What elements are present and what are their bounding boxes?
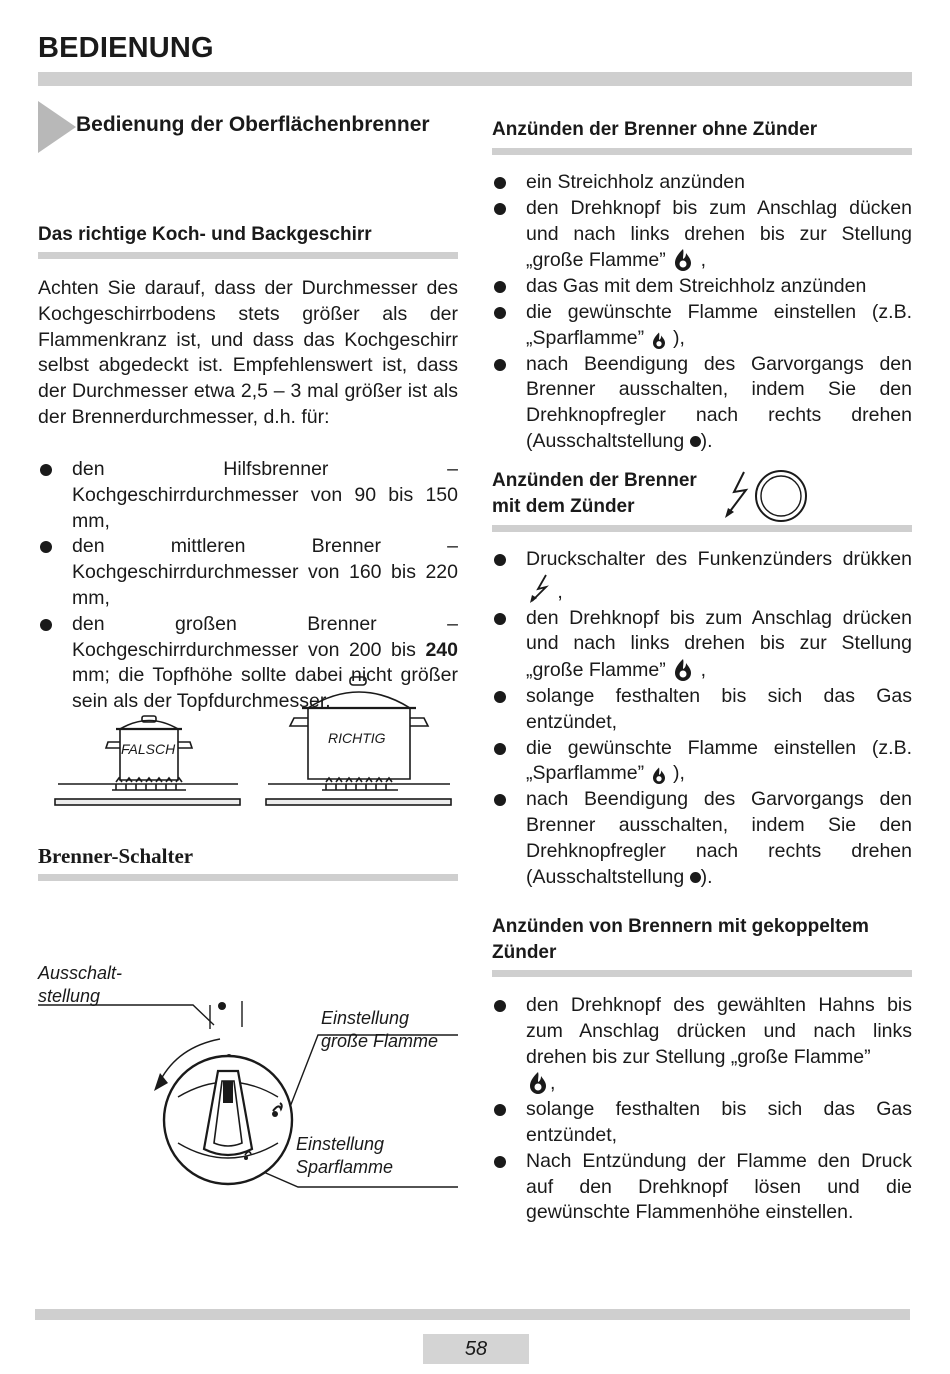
item-text: die gewünschte Flamme einstellen (z.B. „Sparflamme”: [526, 300, 912, 349]
list-item: den mittleren Brenner – Kochgeschirrdurchmesser von 160 bis 220 mm,: [38, 534, 458, 611]
item-punct: ),: [672, 326, 685, 349]
item-text: mm; die Topfhöhe sollte dabei nicht größer sein als der Topfdurchmesser.: [72, 664, 458, 713]
no-igniter-rule: [492, 148, 912, 155]
label-right: RICHTIG: [328, 730, 386, 746]
label-wrong: FALSCH: [121, 741, 176, 757]
list-item: [492, 352, 912, 455]
no-igniter-list: [492, 170, 912, 455]
spark-button-icon: [722, 464, 812, 524]
label-off-2: stellung: [38, 986, 101, 1006]
item-punct: ,: [700, 659, 707, 682]
igniter-heading-1: Anzünden der Brenner: [492, 470, 697, 491]
pot-illustration: [50, 672, 460, 812]
no-igniter-heading: Anzünden der Brenner ohne Zünder: [492, 119, 818, 140]
item-text: nach Beendigung des Garvorgangs den Brenner ausschalten, indem Sie den Drehknopfregler nach rechts drehen (Ausschaltstellung: [526, 788, 912, 888]
cookware-heading: Das richtige Koch- und Backgeschirr: [38, 224, 372, 245]
item-bold-value: 240: [425, 638, 458, 661]
large-flame-icon: [671, 247, 695, 271]
small-flame-icon: [650, 766, 668, 784]
list-item: den Hilfsbrenner – Kochgeschirrdurchmesser von 90 bis 150 mm,: [38, 457, 458, 534]
label-large-1: Einstellung: [321, 1008, 410, 1028]
list-item: ein Streichholz anzünden: [492, 170, 912, 196]
section-arrow-icon: [38, 101, 76, 153]
header-rule: [38, 72, 912, 86]
item-text: nach Beendigung des Garvorgangs den Brenner ausschalten, indem Sie den Drehknopfregler nach rechts drehen (Ausschaltstellung: [526, 352, 912, 452]
item-text: den Drehknopf bis zum Anschlag dücken und nach links drehen bis zur Stellung „große Flamme”: [526, 196, 912, 272]
spark-icon: [526, 573, 552, 603]
list-item: solange festhalten bis sich das Gas entzündet,: [492, 1097, 912, 1149]
large-flame-icon: [671, 657, 695, 681]
igniter-rule: [492, 525, 912, 532]
list-item: [492, 606, 912, 684]
page-number: 58: [423, 1334, 529, 1364]
label-small-2: Sparflamme: [296, 1157, 394, 1177]
off-dot-icon: [690, 872, 701, 883]
switch-heading: Brenner-Schalter: [38, 844, 194, 868]
item-text: Druckschalter des Funkenzünders drükken: [526, 548, 912, 570]
list-item: Nach Entzündung der Flamme den Druck auf den Drehknopf lösen und die gewünschte Flammenhöhe einstellen.: [492, 1149, 912, 1226]
small-flame-icon: [650, 331, 668, 349]
list-item: [492, 196, 912, 274]
item-punct: ,: [557, 580, 563, 603]
off-dot-icon: [218, 1002, 226, 1010]
label-off-1: Ausschalt-: [38, 963, 123, 983]
list-item: [492, 547, 912, 606]
item-text: den großen Brenner – Kochgeschirrdurchmesser von 200 bis: [72, 612, 458, 661]
list-item: [492, 993, 912, 1097]
list-item: [492, 787, 912, 890]
coupled-igniter-list: [492, 993, 912, 1226]
list-item: [492, 300, 912, 352]
item-text: den Drehknopf des gewählten Hahns bis zum Anschlag drücken und nach links drehen bis zur Stellung „große Flamme”: [526, 994, 912, 1068]
igniter-heading-2: mit dem Zünder: [492, 496, 635, 517]
item-text: den Drehknopf bis zum Anschlag drücken und nach links drehen bis zur Stellung „große Flamme”: [526, 606, 912, 682]
large-flame-icon: [526, 1070, 550, 1094]
item-text: die gewünschte Flamme einstellen (z.B. „Sparflamme”: [526, 736, 912, 785]
list-item: solange festhalten bis sich das Gas entzündet,: [492, 684, 912, 736]
igniter-list: [492, 547, 912, 890]
page-title: BEDIENUNG: [38, 32, 214, 64]
coupled-igniter-rule: [492, 970, 912, 977]
item-punct: ).: [700, 429, 713, 452]
footer-rule: [35, 1309, 910, 1320]
cookware-paragraph: Achten Sie darauf, dass der Durchmesser des Kochgeschirrbodens stets größer als der Flammenkranz ist, und dass das Kochgeschirr selbst abgedeckt ist. Empfehlenswert ist, dass der Durchmesser etwa 2,5 – 3 mal größer ist als der Brennerdurchmesser, d.h. für:: [38, 277, 458, 428]
off-dot-icon: [690, 436, 701, 447]
list-item: [492, 736, 912, 788]
coupled-igniter-heading: Anzünden von Brennern mit gekoppeltem Zünder: [492, 916, 869, 963]
label-small-1: Einstellung: [296, 1134, 385, 1154]
item-punct: ),: [672, 762, 685, 785]
item-punct: ,: [700, 249, 707, 272]
cookware-rule: [38, 252, 458, 259]
switch-rule: [38, 874, 458, 881]
label-large-2: große Flamme: [321, 1031, 439, 1051]
burner-knob-diagram: [38, 995, 460, 1195]
item-punct: ,: [550, 1072, 556, 1095]
list-item: das Gas mit dem Streichholz anzünden: [492, 274, 912, 300]
section-title: Bedienung der Oberflächenbrenner: [76, 113, 430, 136]
item-punct: ).: [700, 865, 713, 888]
